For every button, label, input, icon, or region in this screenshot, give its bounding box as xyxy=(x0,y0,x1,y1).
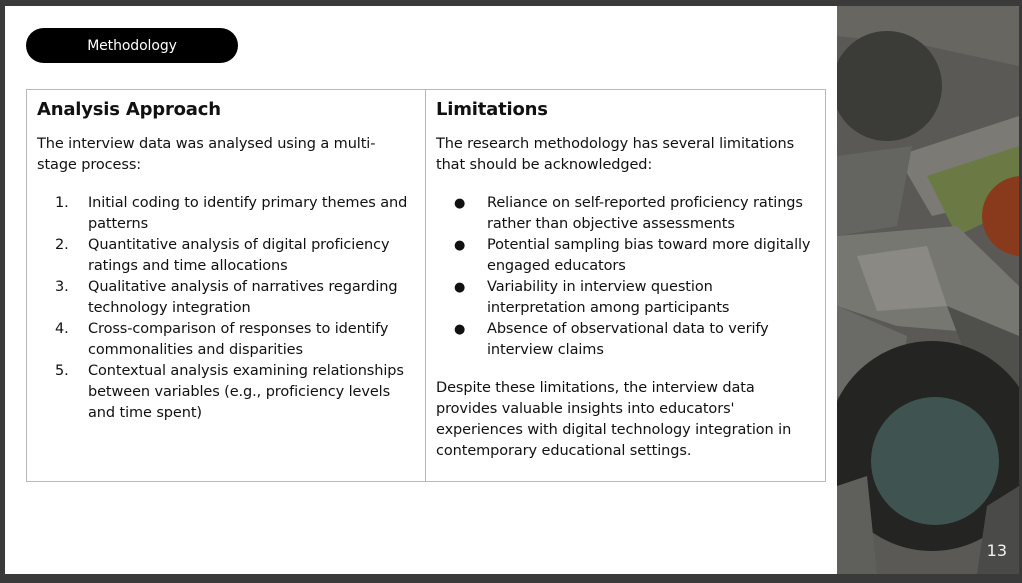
limitations-intro: The research methodology has several limitations that should be acknowledged: xyxy=(436,136,795,173)
content-table xyxy=(26,89,826,482)
list-item xyxy=(436,235,815,277)
list-item xyxy=(436,277,815,319)
limitations-heading: Limitations xyxy=(436,99,548,120)
list-marker: 3. xyxy=(55,279,69,295)
list-item xyxy=(37,361,415,424)
section-label-text: Methodology xyxy=(87,37,177,54)
list-item xyxy=(436,193,815,235)
list-marker: 5. xyxy=(55,363,69,379)
section-label xyxy=(26,28,238,63)
analysis-column xyxy=(27,90,426,481)
list-item-text: Qualitative analysis of narratives regarding technology integration xyxy=(88,279,398,316)
slide xyxy=(5,6,1019,574)
analysis-intro: The interview data was analysed using a multi-stage process: xyxy=(37,136,376,173)
list-item-text: Quantitative analysis of digital proficiency ratings and time allocations xyxy=(88,237,390,274)
bullet-icon: ● xyxy=(454,238,466,253)
list-item-text: Potential sampling bias toward more digitally engaged educators xyxy=(487,237,811,274)
list-marker: 4. xyxy=(55,321,69,337)
bullet-icon: ● xyxy=(454,322,466,337)
list-item xyxy=(436,319,815,361)
analysis-steps-list xyxy=(37,193,415,424)
limitations-closing: Despite these limitations, the interview data provides valuable insights into educators' experiences with digital technology integration in contemporary educational settings. xyxy=(436,380,792,459)
decorative-artwork xyxy=(837,6,1019,574)
list-item xyxy=(37,277,415,319)
list-item xyxy=(37,319,415,361)
list-item-text: Cross-comparison of responses to identify commonalities and disparities xyxy=(88,321,389,358)
bullet-icon: ● xyxy=(454,280,466,295)
list-item-text: Variability in interview question interpretation among participants xyxy=(487,279,730,316)
list-item-text: Initial coding to identify primary themes and patterns xyxy=(88,195,408,232)
list-marker: 2. xyxy=(55,237,69,253)
abstract-painting-image xyxy=(837,6,1019,574)
limitations-column xyxy=(426,90,825,481)
list-item-text: Reliance on self-reported proficiency ratings rather than objective assessments xyxy=(487,195,803,232)
bullet-icon: ● xyxy=(454,196,466,211)
analysis-heading: Analysis Approach xyxy=(37,99,221,120)
limitations-list xyxy=(436,193,815,361)
list-marker: 1. xyxy=(55,195,69,211)
list-item-text: Absence of observational data to verify interview claims xyxy=(487,321,769,358)
list-item-text: Contextual analysis examining relationships between variables (e.g., proficiency levels and time spent) xyxy=(88,363,404,421)
list-item xyxy=(37,193,415,235)
page-number: 13 xyxy=(986,541,1007,560)
list-item xyxy=(37,235,415,277)
